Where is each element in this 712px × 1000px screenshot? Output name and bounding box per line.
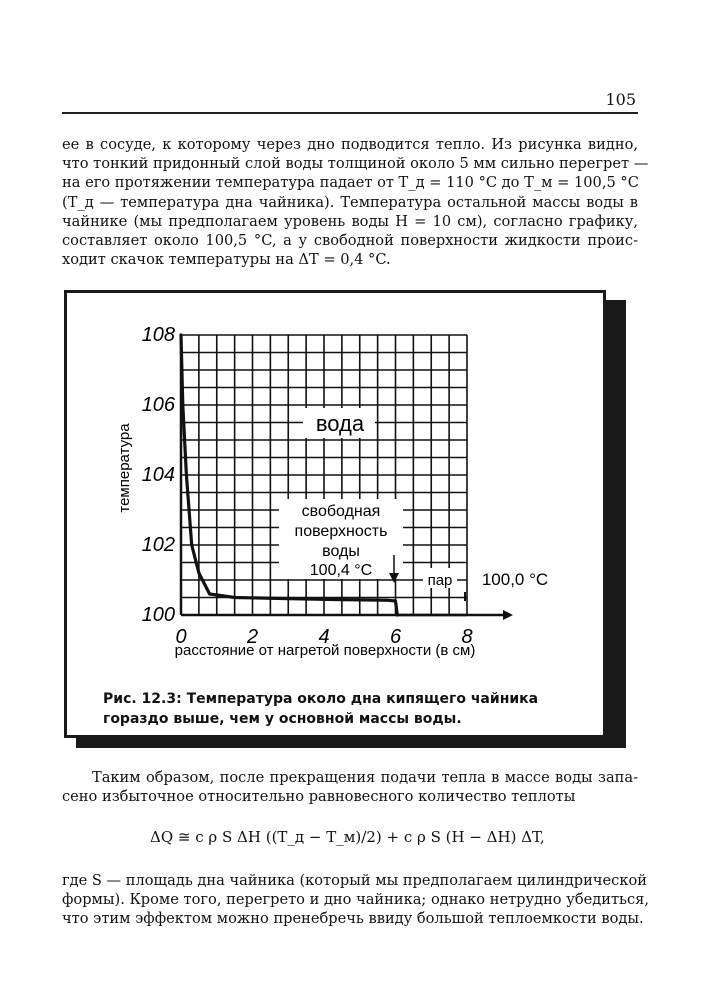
- figure-12-3: [64, 290, 606, 738]
- text-line: чайнике (мы предполагаем уровень воды H = 10 см), согласно графику,: [62, 212, 638, 230]
- y-tick-label: 104: [141, 464, 175, 486]
- temperature-chart: [67, 293, 603, 683]
- formula: ΔQ ≅ c ρ S ΔH ((T_д − T_м)/2) + c ρ S (H − ΔH) ΔT,: [150, 828, 545, 846]
- y-tick-label: 108: [141, 324, 175, 346]
- annotation-steam: пар: [427, 572, 453, 589]
- text-line: на его протяжении температура падает от T_д = 110 °C до T_м = 100,5 °C: [62, 174, 639, 192]
- x-tick-label: 0: [175, 626, 187, 648]
- annotation-surface-2: поверхность: [294, 523, 388, 540]
- y-tick-label: 102: [141, 534, 175, 556]
- paragraph-3: [62, 871, 649, 929]
- text-line: ходит скачок температуры на ΔT = 0,4 °C.: [62, 251, 391, 269]
- figure-caption: [103, 689, 563, 729]
- annotation-surface-temp: 100,4 °C: [309, 562, 373, 579]
- annotation-surface-1: свободная: [301, 503, 381, 520]
- distance-arrow-head: [503, 610, 513, 620]
- caption-line-2: гораздо выше, чем у основной массы воды.: [103, 711, 462, 727]
- annotation-steam-temp: 100,0 °C: [481, 570, 549, 589]
- paragraph-2: [62, 768, 638, 806]
- text-line: составляет около 100,5 °C, а у свободной поверхности жидкости проис-: [62, 232, 638, 250]
- text-line: сено избыточное относительно равновесного количество теплоты: [62, 788, 576, 806]
- header-rule: [62, 112, 638, 114]
- text-line: что этим эффектом можно пренебречь ввиду большой теплоемкости воды.: [62, 910, 644, 928]
- text-line: ее в сосуде, к которому через дно подводится тепло. Из рисунка видно,: [62, 136, 638, 153]
- paragraph-1: [62, 135, 649, 269]
- x-tick-label: 2: [246, 626, 259, 648]
- x-tick-label: 4: [318, 626, 330, 648]
- annotation-surface-3: воды: [322, 543, 360, 560]
- x-tick-label: 8: [461, 626, 473, 648]
- text-line: что тонкий придонный слой воды толщиной около 5 мм сильно перегрет —: [62, 155, 649, 173]
- x-axis-label: расстояние от нагретой поверхности (в см): [174, 642, 476, 659]
- text-line: где S — площадь дна чайника (который мы предполагаем цилиндрической: [62, 872, 647, 889]
- y-axis-label: температура: [116, 423, 133, 513]
- y-tick-label: 106: [141, 394, 175, 416]
- annotation-water: вода: [315, 411, 365, 436]
- page-number: 105: [605, 90, 636, 109]
- x-tick-label: 6: [389, 626, 402, 648]
- text-line: формы). Кроме того, перегрето и дно чайника; однако нетрудно убедиться,: [62, 891, 649, 909]
- text-line: (T_д — температура дна чайника). Температура остальной массы воды в: [62, 193, 638, 211]
- caption-line-1: Рис. 12.3: Температура около дна кипящего чайника: [103, 691, 539, 707]
- y-tick-label: 100: [141, 604, 175, 626]
- text-line: Таким образом, после прекращения подачи тепла в массе воды запа-: [92, 769, 638, 786]
